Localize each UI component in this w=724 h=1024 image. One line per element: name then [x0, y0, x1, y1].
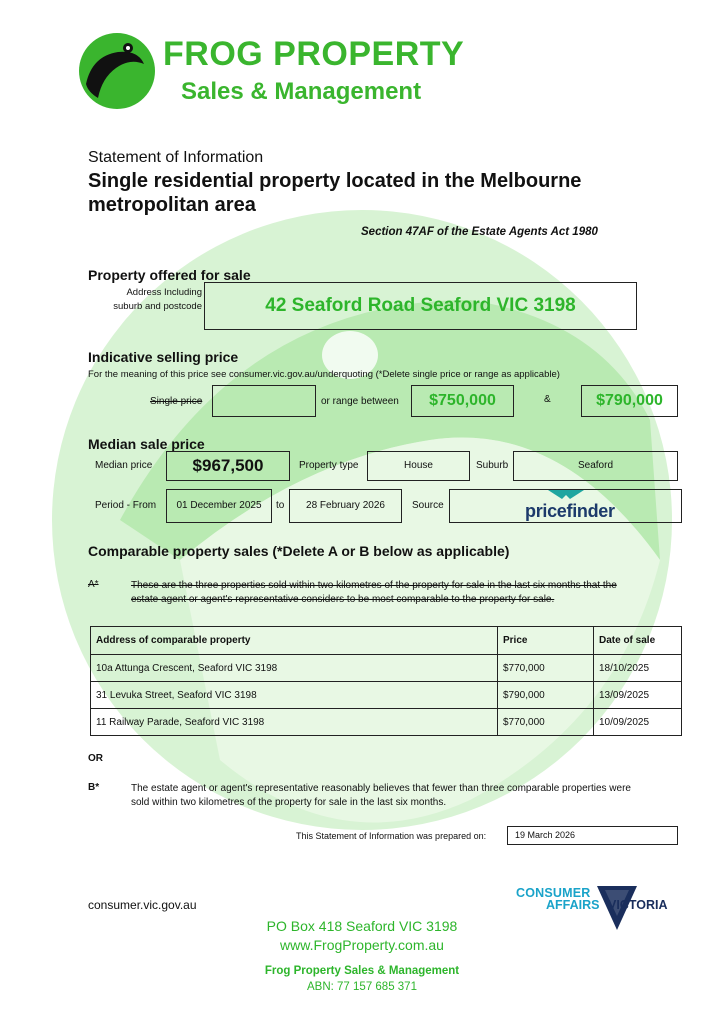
median-price-value: $967,500 — [192, 456, 264, 475]
range-label: or range between — [321, 396, 399, 407]
range-high-value: $790,000 — [596, 392, 663, 409]
brand-tagline: Sales & Management — [181, 78, 422, 105]
prepared-label: This Statement of Information was prepared on: — [296, 831, 487, 841]
median-price-field — [166, 451, 290, 481]
property-type-field — [367, 451, 470, 481]
range-high-field — [581, 385, 678, 417]
table-row — [91, 709, 682, 736]
suburb-label: Suburb — [476, 460, 509, 471]
cav-line-3: VICTORIA — [608, 898, 668, 912]
pricefinder-logo-icon — [548, 490, 584, 499]
address-label: Address Including suburb and postcode — [113, 287, 202, 312]
prepared-date-value: 19 March 2026 — [515, 830, 576, 840]
statement-label: Statement of Information — [88, 149, 264, 166]
source-value: pricefinder — [525, 501, 615, 521]
period-from-field — [166, 489, 272, 523]
or-label: OR — [88, 753, 103, 764]
row-address: 31 Levuka Street, Seaford VIC 3198 — [91, 682, 498, 709]
header-address: Address of comparable property — [91, 627, 498, 655]
row-date: 13/09/2025 — [594, 682, 682, 709]
prepared-date-field — [507, 826, 678, 845]
header-price: Price — [498, 627, 594, 655]
website-link[interactable]: www.FrogProperty.com.au — [280, 937, 444, 953]
page-title: Single residential property located in the Melbourne metropolitan area — [88, 170, 582, 216]
row-address: 10a Attunga Crescent, Seaford VIC 3198 — [91, 655, 498, 682]
single-price-label: Single price — [150, 396, 203, 407]
brand-name: FROG PROPERTY — [163, 35, 465, 73]
range-low-field — [411, 385, 514, 417]
address-value: 42 Seaford Road Seaford VIC 3198 — [265, 295, 576, 316]
comparable-table — [90, 626, 682, 736]
source-field — [449, 489, 682, 523]
address-field — [204, 282, 637, 330]
property-type-value: House — [404, 460, 433, 471]
table-header-row — [91, 627, 682, 655]
period-to-label: to — [276, 500, 285, 511]
frog-logo-icon — [78, 32, 156, 110]
company-name: Frog Property Sales & Management — [264, 965, 460, 977]
consumer-site-link[interactable]: consumer.vic.gov.au — [88, 898, 197, 912]
cav-line-2: AFFAIRS — [546, 898, 600, 912]
cav-line-1: CONSUMER — [516, 886, 591, 900]
option-a-label: A* — [88, 579, 99, 590]
period-to-value: 28 February 2026 — [306, 500, 385, 511]
period-to-field — [289, 489, 402, 523]
row-price: $790,000 — [498, 682, 594, 709]
median-price-label: Median price — [95, 460, 153, 471]
suburb-field — [513, 451, 678, 481]
row-price: $770,000 — [498, 655, 594, 682]
comparable-section-title: Comparable property sales (*Delete A or B below as applicable) — [88, 543, 510, 559]
option-b-text: The estate agent or agent's representative reasonably believes that fewer than three comparable properties were sold within two kilometres of the property for sale in the last six months. — [131, 783, 631, 808]
period-from-label: Period - From — [95, 500, 157, 511]
range-low-value: $750,000 — [429, 392, 496, 409]
header-date: Date of sale — [594, 627, 682, 655]
po-box: PO Box 418 Seaford VIC 3198 — [266, 918, 458, 934]
row-price: $770,000 — [498, 709, 594, 736]
single-price-field — [212, 385, 316, 417]
option-a-text: These are the three properties sold within two kilometres of the property for sale in the last six months that the estate agent or agent's representative considers to be most comparable to the property for sale. — [131, 580, 617, 605]
option-b-label: B* — [88, 782, 100, 793]
source-label: Source — [412, 500, 444, 511]
row-date: 10/09/2025 — [594, 709, 682, 736]
suburb-value: Seaford — [577, 460, 614, 471]
abn: ABN: 77 157 685 371 — [307, 981, 417, 993]
indicative-note: For the meaning of this price see consumer.vic.gov.au/underquoting (*Delete single price or range as applicable) — [88, 369, 560, 380]
median-section-title: Median sale price — [88, 436, 205, 452]
act-reference: Section 47AF of the Estate Agents Act 1980 — [361, 226, 598, 238]
table-row — [91, 682, 682, 709]
indicative-section-title: Indicative selling price — [88, 349, 239, 365]
offered-section-title: Property offered for sale — [88, 267, 251, 283]
range-ampersand: & — [544, 394, 551, 405]
row-address: 11 Railway Parade, Seaford VIC 3198 — [91, 709, 498, 736]
table-row — [91, 655, 682, 682]
period-from-value: 01 December 2025 — [176, 500, 262, 511]
row-date: 18/10/2025 — [594, 655, 682, 682]
property-type-label: Property type — [299, 460, 359, 471]
